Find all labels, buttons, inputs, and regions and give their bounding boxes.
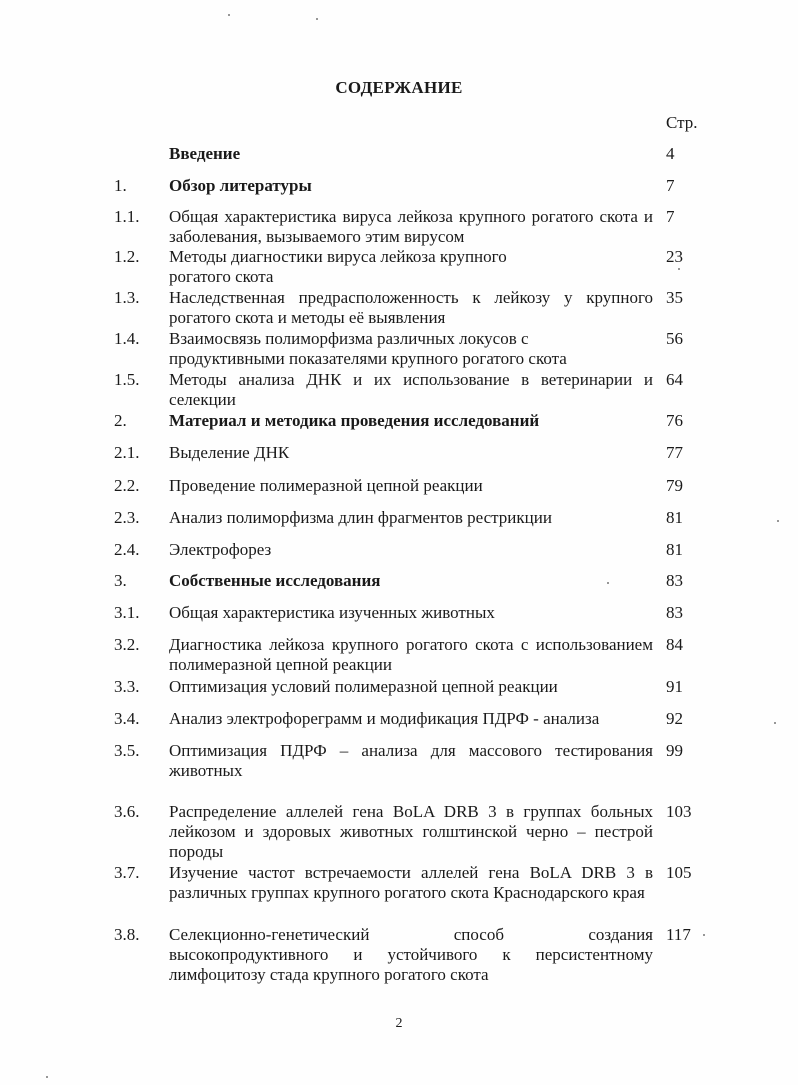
toc-entry-number: 2. xyxy=(114,411,127,430)
toc-entry-page: 99 xyxy=(666,741,683,760)
toc-entry-page: 35 xyxy=(666,288,683,307)
toc-entry-number: 3.6. xyxy=(114,802,140,821)
toc-entry-page: 79 xyxy=(666,476,683,495)
toc-entry-number: 2.4. xyxy=(114,540,140,559)
page-title: СОДЕРЖАНИЕ xyxy=(335,78,463,97)
toc-entry-title: Выделение ДНК xyxy=(169,443,290,462)
toc-entry-page: 7 xyxy=(666,207,675,226)
toc-entry-title: Собственные исследования xyxy=(169,571,381,590)
toc-entry-title: Методы анализа ДНК и их использование в ветеринарии и селекции xyxy=(169,370,653,409)
toc-entry-title: Взаимосвязь полиморфизма различных локусов с продуктивными показателями крупного рогатого скота xyxy=(169,329,567,368)
toc-entry-number: 2.2. xyxy=(114,476,140,495)
toc-entry-title: Анализ электрофореграмм и модификация ПДРФ - анализа xyxy=(169,709,600,728)
toc-entry-page: 83 xyxy=(666,603,683,622)
toc-entry-number: 2.1. xyxy=(114,443,140,462)
page-column-label: Стр. xyxy=(666,113,698,132)
scan-speck xyxy=(607,582,609,584)
toc-entry-number: 3.7. xyxy=(114,863,140,882)
toc-entry-title: Наследственная предрасположенность к лейкозу у крупного рогатого скота и методы её выявления xyxy=(169,288,653,327)
toc-entry-number: 3.1. xyxy=(114,603,140,622)
toc-entry-title: Введение xyxy=(169,144,241,163)
toc-entry-title: Анализ полиморфизма длин фрагментов рестрикции xyxy=(169,508,552,527)
toc-entry-number: 1.5. xyxy=(114,370,140,389)
toc-entry-page: 7 xyxy=(666,176,675,195)
toc-entry-title: Обзор литературы xyxy=(169,176,312,195)
toc-entry-number: 3.4. xyxy=(114,709,140,728)
toc-entry-page: 23 xyxy=(666,247,683,266)
toc-entry-number: 3. xyxy=(114,571,127,590)
toc-entry-page: 91 xyxy=(666,677,683,696)
scan-speck xyxy=(777,520,779,522)
toc-entry-title: Оптимизация ПДРФ – анализа для массового тестирования животных xyxy=(169,741,653,780)
toc-entry-page: 76 xyxy=(666,411,683,430)
scan-speck xyxy=(316,18,318,20)
toc-entry-title: Общая характеристика вируса лейкоза крупного рогатого скота и заболевания, вызываемого этим вирусом xyxy=(169,207,653,246)
toc-entry-number: 1. xyxy=(114,176,127,195)
toc-entry-number: 3.8. xyxy=(114,925,140,944)
toc-entry-number: 1.4. xyxy=(114,329,140,348)
scan-speck xyxy=(703,934,705,936)
toc-entry-number: 3.3. xyxy=(114,677,140,696)
toc-entry-title: Проведение полимеразной цепной реакции xyxy=(169,476,483,495)
toc-entry-number: 1.2. xyxy=(114,247,140,266)
toc-entry-number: 3.2. xyxy=(114,635,140,654)
toc-entry-title: Селекционно-генетический способ создания высокопродуктивного и устойчивого к персистентному лимфоцитозу стада крупного рогатого скота xyxy=(169,925,653,984)
toc-entry-title: Электрофорез xyxy=(169,540,272,559)
toc-entry-title: Изучение частот встречаемости аллелей гена BoLA DRB 3 в различных группах крупного рогатого скота Краснодарского края xyxy=(169,863,653,902)
page-number: 2 xyxy=(395,1016,403,1031)
toc-entry-page: 81 xyxy=(666,540,683,559)
scan-speck xyxy=(774,722,776,724)
toc-entry-page: 103 xyxy=(666,802,692,821)
toc-entry-page: 117 xyxy=(666,925,691,944)
toc-entry-number: 1.1. xyxy=(114,207,140,226)
toc-entry-page: 92 xyxy=(666,709,683,728)
toc-entry-title: Общая характеристика изученных животных xyxy=(169,603,495,622)
scan-speck xyxy=(228,14,230,16)
toc-entry-page: 77 xyxy=(666,443,683,462)
toc-entry-page: 4 xyxy=(666,144,675,163)
scan-speck xyxy=(678,268,680,270)
toc-entry-title: Методы диагностики вируса лейкоза крупного рогатого скота xyxy=(169,247,507,286)
toc-entry-title: Диагностика лейкоза крупного рогатого скота с использованием полимеразной цепной реакции xyxy=(169,635,653,674)
toc-entry-title: Распределение аллелей гена BoLA DRB 3 в группах больных лейкозом и здоровых животных голштинской черно – пестрой породы xyxy=(169,802,653,861)
toc-entry-page: 56 xyxy=(666,329,683,348)
toc-entry-number: 1.3. xyxy=(114,288,140,307)
toc-entry-page: 64 xyxy=(666,370,683,389)
toc-entry-title: Оптимизация условий полимеразной цепной реакции xyxy=(169,677,558,696)
toc-entry-page: 83 xyxy=(666,571,683,590)
toc-entry-page: 84 xyxy=(666,635,683,654)
toc-entry-page: 105 xyxy=(666,863,692,882)
toc-entry-number: 2.3. xyxy=(114,508,140,527)
toc-entry-number: 3.5. xyxy=(114,741,140,760)
scan-speck xyxy=(46,1076,48,1078)
toc-entry-title: Материал и методика проведения исследований xyxy=(169,411,540,430)
toc-entry-page: 81 xyxy=(666,508,683,527)
